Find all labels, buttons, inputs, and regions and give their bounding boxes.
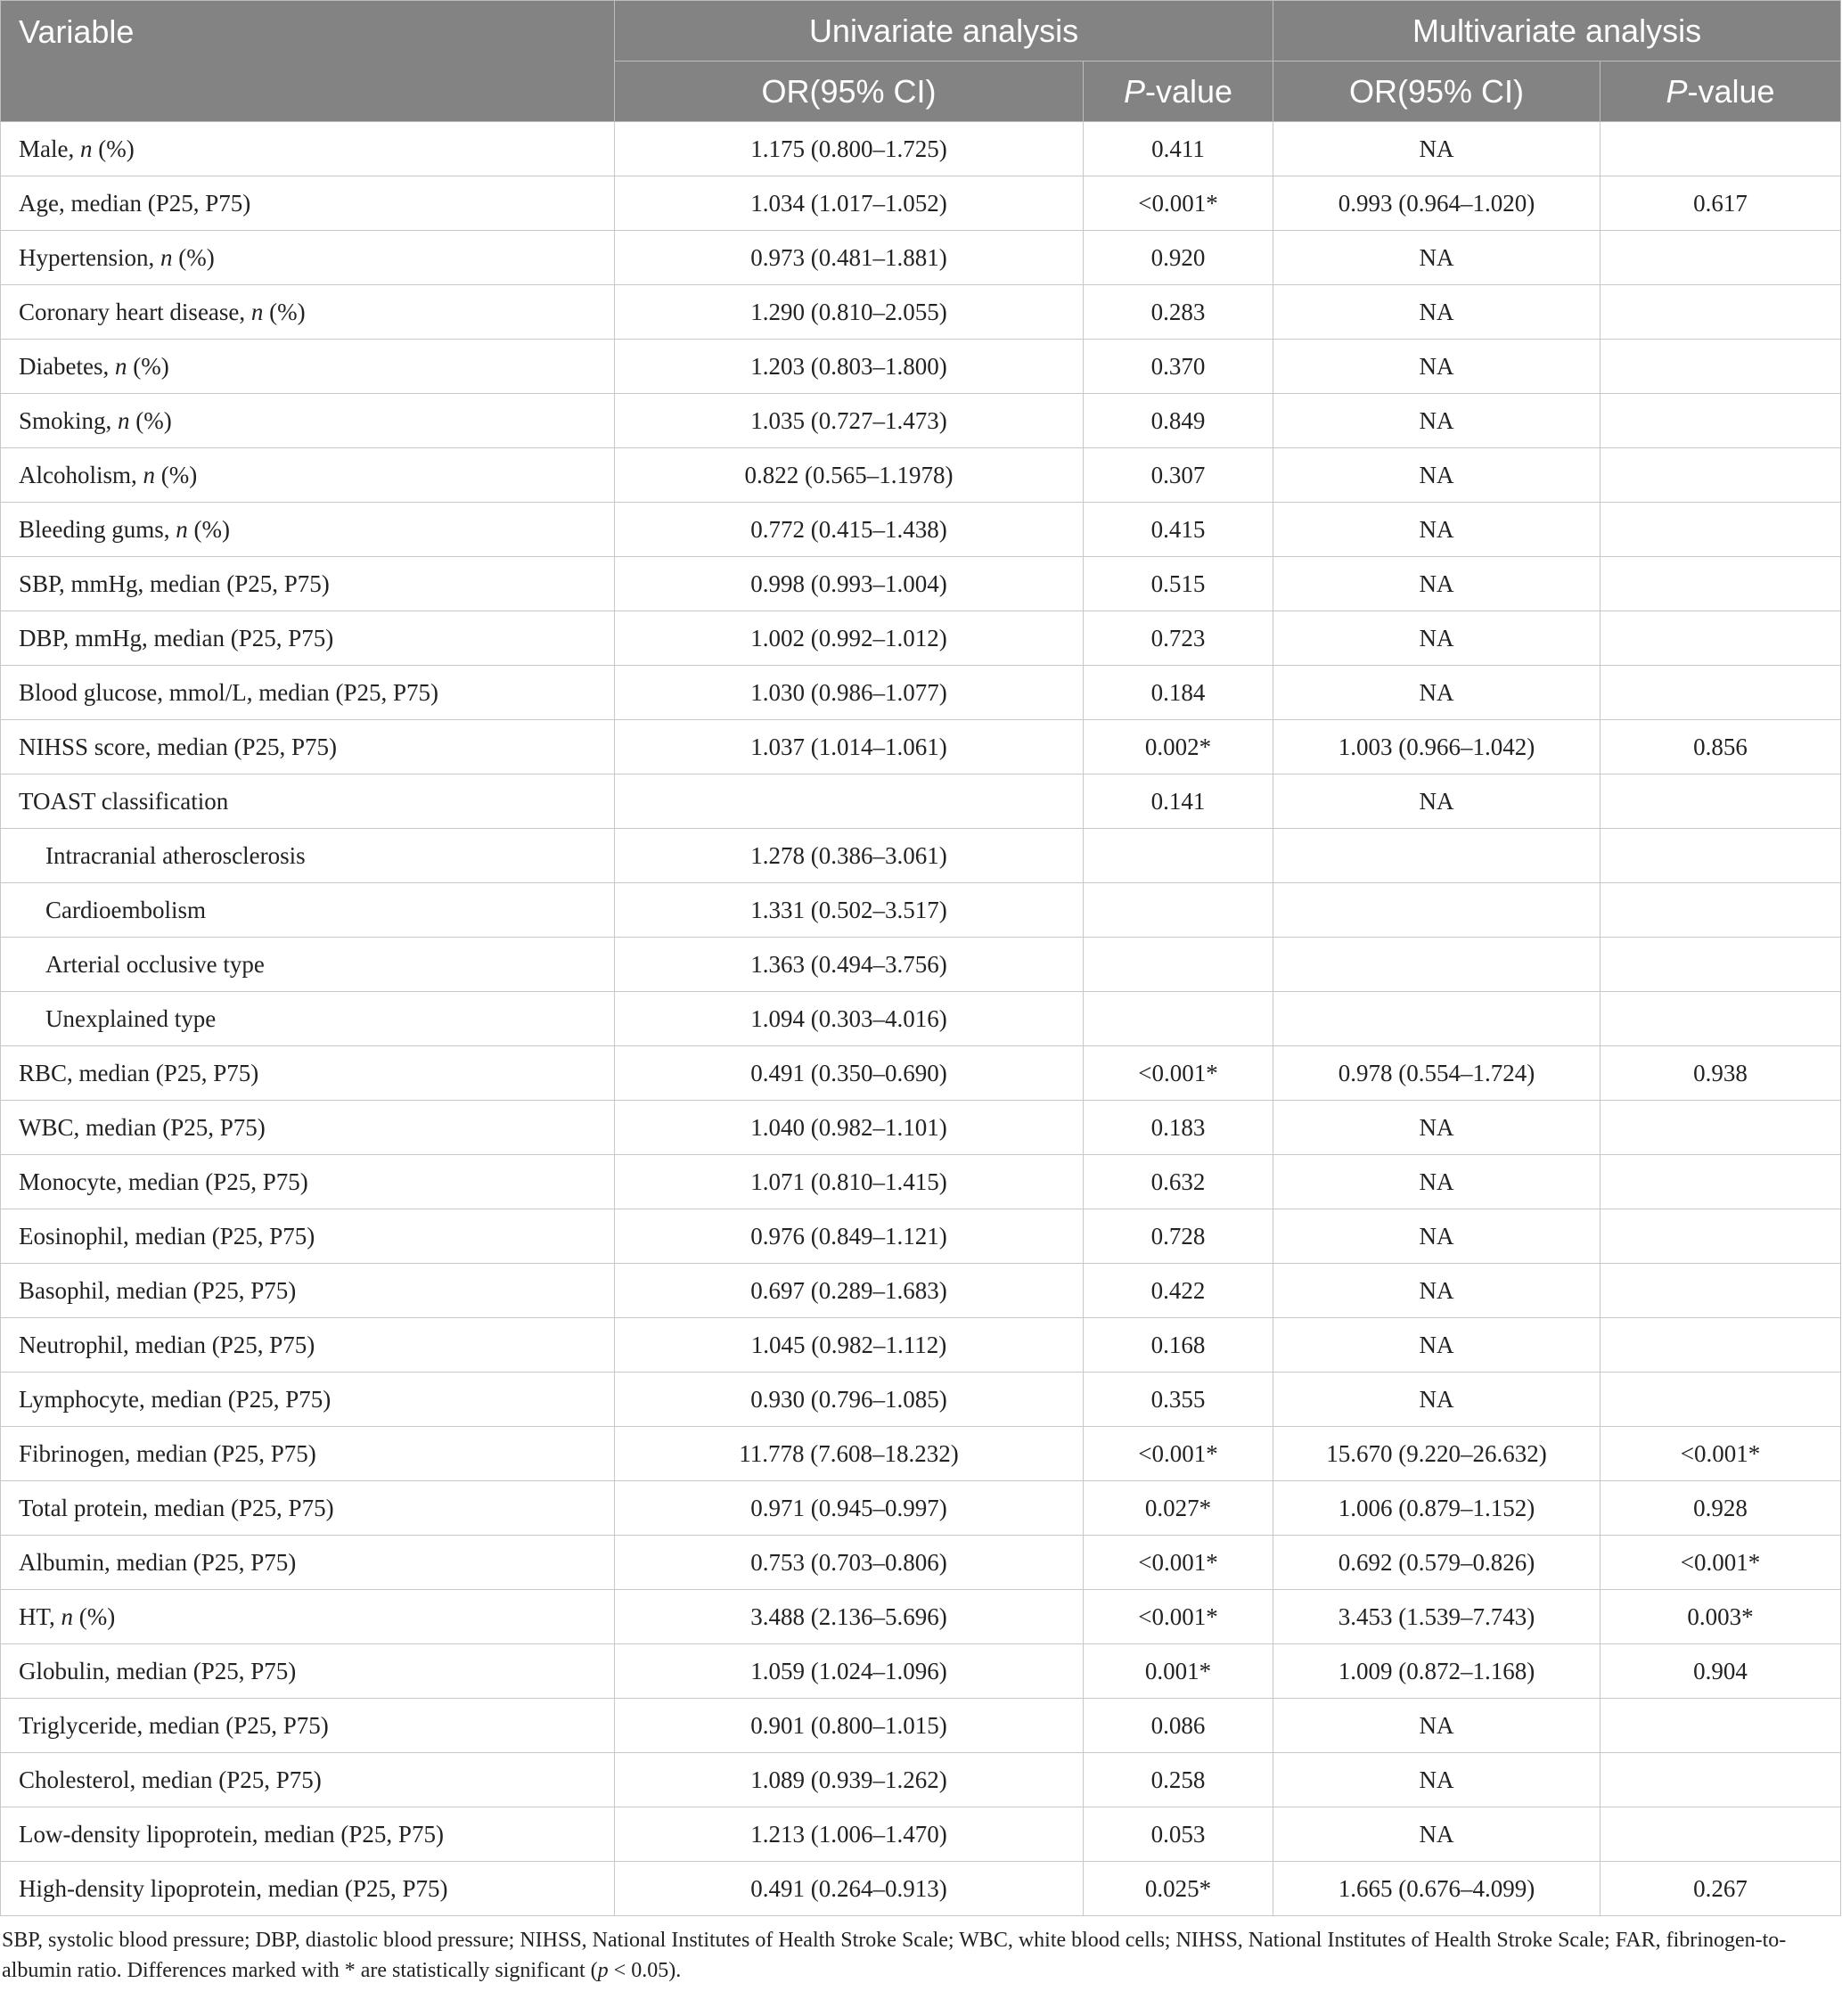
uni-pvalue-cell: <0.001* — [1084, 1590, 1273, 1644]
table-row — [1, 1046, 1841, 1101]
multi-or-cell: NA — [1273, 285, 1600, 340]
multi-pvalue-cell — [1600, 285, 1841, 340]
variable-cell: Male, n (%) — [1, 122, 615, 176]
uni-pvalue-cell: <0.001* — [1084, 176, 1273, 231]
table-row — [1, 557, 1841, 611]
table-row — [1, 829, 1841, 883]
uni-pvalue-cell: 0.283 — [1084, 285, 1273, 340]
uni-or-cell: 1.203 (0.803–1.800) — [615, 340, 1084, 394]
uni-or-cell: 0.822 (0.565–1.1978) — [615, 448, 1084, 503]
table-row — [1, 1753, 1841, 1807]
variable-cell: DBP, mmHg, median (P25, P75) — [1, 611, 615, 666]
uni-pvalue-cell: 0.168 — [1084, 1318, 1273, 1373]
table-row — [1, 176, 1841, 231]
multi-pvalue-cell — [1600, 883, 1841, 938]
uni-pvalue-cell: 0.632 — [1084, 1155, 1273, 1209]
multi-pvalue-cell — [1600, 231, 1841, 285]
multi-pvalue-cell — [1600, 557, 1841, 611]
univariate-header: Univariate analysis — [615, 1, 1273, 61]
table-row — [1, 503, 1841, 557]
multi-pvalue-header: P-value — [1600, 61, 1841, 122]
table-row — [1, 1699, 1841, 1753]
uni-or-cell: 0.973 (0.481–1.881) — [615, 231, 1084, 285]
multi-pvalue-cell — [1600, 1753, 1841, 1807]
multi-pvalue-cell: 0.856 — [1600, 720, 1841, 774]
multi-pvalue-cell — [1600, 122, 1841, 176]
uni-pvalue-cell: 0.411 — [1084, 122, 1273, 176]
uni-or-cell: 1.278 (0.386–3.061) — [615, 829, 1084, 883]
variable-cell: Neutrophil, median (P25, P75) — [1, 1318, 615, 1373]
variable-cell: Unexplained type — [1, 992, 615, 1046]
multi-or-cell: 0.978 (0.554–1.724) — [1273, 1046, 1600, 1101]
variable-cell: Blood glucose, mmol/L, median (P25, P75) — [1, 666, 615, 720]
table-row — [1, 1862, 1841, 1916]
variable-cell: Triglyceride, median (P25, P75) — [1, 1699, 615, 1753]
multi-or-cell: 1.006 (0.879–1.152) — [1273, 1481, 1600, 1536]
multi-or-cell: NA — [1273, 557, 1600, 611]
uni-pvalue-cell: 0.307 — [1084, 448, 1273, 503]
uni-or-cell: 3.488 (2.136–5.696) — [615, 1590, 1084, 1644]
multi-or-cell: NA — [1273, 1753, 1600, 1807]
uni-pvalue-cell: 0.355 — [1084, 1373, 1273, 1427]
variable-cell: SBP, mmHg, median (P25, P75) — [1, 557, 615, 611]
variable-cell: High-density lipoprotein, median (P25, P75) — [1, 1862, 615, 1916]
multi-pvalue-cell: 0.003* — [1600, 1590, 1841, 1644]
multi-or-cell: NA — [1273, 122, 1600, 176]
uni-or-cell: 0.491 (0.264–0.913) — [615, 1862, 1084, 1916]
uni-pvalue-cell: 0.053 — [1084, 1807, 1273, 1862]
uni-or-cell: 0.998 (0.993–1.004) — [615, 557, 1084, 611]
uni-pvalue-cell: <0.001* — [1084, 1536, 1273, 1590]
uni-or-cell: 1.071 (0.810–1.415) — [615, 1155, 1084, 1209]
multi-or-cell: NA — [1273, 1101, 1600, 1155]
uni-or-cell: 0.772 (0.415–1.438) — [615, 503, 1084, 557]
table-row — [1, 1427, 1841, 1481]
multi-pvalue-cell — [1600, 666, 1841, 720]
multi-or-cell: 0.692 (0.579–0.826) — [1273, 1536, 1600, 1590]
multi-or-cell: NA — [1273, 340, 1600, 394]
uni-or-cell: 11.778 (7.608–18.232) — [615, 1427, 1084, 1481]
multi-or-cell — [1273, 938, 1600, 992]
uni-pvalue-cell — [1084, 938, 1273, 992]
uni-pvalue-cell: <0.001* — [1084, 1427, 1273, 1481]
multi-or-cell: NA — [1273, 611, 1600, 666]
multi-or-cell: NA — [1273, 1264, 1600, 1318]
uni-pvalue-cell — [1084, 829, 1273, 883]
variable-cell: NIHSS score, median (P25, P75) — [1, 720, 615, 774]
table-row — [1, 448, 1841, 503]
multi-pvalue-cell: 0.617 — [1600, 176, 1841, 231]
uni-or-ci-header: OR(95% CI) — [615, 61, 1084, 122]
table-row — [1, 394, 1841, 448]
uni-or-cell: 1.331 (0.502–3.517) — [615, 883, 1084, 938]
multi-pvalue-cell — [1600, 1699, 1841, 1753]
multi-pvalue-cell — [1600, 829, 1841, 883]
multi-pvalue-cell — [1600, 1373, 1841, 1427]
table-row — [1, 611, 1841, 666]
uni-pvalue-cell: 0.184 — [1084, 666, 1273, 720]
uni-or-cell: 1.037 (1.014–1.061) — [615, 720, 1084, 774]
table-row — [1, 1101, 1841, 1155]
uni-or-cell: 0.971 (0.945–0.997) — [615, 1481, 1084, 1536]
uni-or-cell: 0.901 (0.800–1.015) — [615, 1699, 1084, 1753]
multi-pvalue-cell — [1600, 1155, 1841, 1209]
multi-or-cell: 1.003 (0.966–1.042) — [1273, 720, 1600, 774]
variable-cell: Hypertension, n (%) — [1, 231, 615, 285]
multi-pvalue-cell — [1600, 1807, 1841, 1862]
uni-pvalue-header: P-value — [1084, 61, 1273, 122]
multi-pvalue-cell — [1600, 340, 1841, 394]
multi-or-cell: NA — [1273, 1155, 1600, 1209]
variable-cell: Smoking, n (%) — [1, 394, 615, 448]
uni-or-cell: 1.045 (0.982–1.112) — [615, 1318, 1084, 1373]
uni-pvalue-cell: 0.141 — [1084, 774, 1273, 829]
variable-cell: RBC, median (P25, P75) — [1, 1046, 615, 1101]
multi-pvalue-cell: 0.938 — [1600, 1046, 1841, 1101]
multi-pvalue-cell — [1600, 938, 1841, 992]
table-row — [1, 1209, 1841, 1264]
uni-or-cell: 0.930 (0.796–1.085) — [615, 1373, 1084, 1427]
multi-pvalue-cell — [1600, 611, 1841, 666]
uni-or-cell: 1.089 (0.939–1.262) — [615, 1753, 1084, 1807]
multi-or-cell: NA — [1273, 1209, 1600, 1264]
table-row — [1, 1536, 1841, 1590]
table-row — [1, 1590, 1841, 1644]
variable-cell: Cardioembolism — [1, 883, 615, 938]
multi-or-cell: NA — [1273, 503, 1600, 557]
table-row — [1, 1318, 1841, 1373]
uni-pvalue-cell: 0.920 — [1084, 231, 1273, 285]
uni-or-cell: 1.059 (1.024–1.096) — [615, 1644, 1084, 1699]
table-row — [1, 1807, 1841, 1862]
multi-or-cell: 1.665 (0.676–4.099) — [1273, 1862, 1600, 1916]
uni-or-cell: 1.290 (0.810–2.055) — [615, 285, 1084, 340]
variable-cell: Monocyte, median (P25, P75) — [1, 1155, 615, 1209]
uni-or-cell: 1.035 (0.727–1.473) — [615, 394, 1084, 448]
multi-or-cell: NA — [1273, 231, 1600, 285]
table-row — [1, 666, 1841, 720]
table-row — [1, 1644, 1841, 1699]
uni-pvalue-cell: <0.001* — [1084, 1046, 1273, 1101]
multi-or-cell: 3.453 (1.539–7.743) — [1273, 1590, 1600, 1644]
table-row — [1, 285, 1841, 340]
variable-cell: Lymphocyte, median (P25, P75) — [1, 1373, 615, 1427]
multi-pvalue-cell — [1600, 1264, 1841, 1318]
uni-pvalue-cell: 0.258 — [1084, 1753, 1273, 1807]
multi-or-cell: NA — [1273, 394, 1600, 448]
variable-cell: Low-density lipoprotein, median (P25, P75) — [1, 1807, 615, 1862]
table-body — [1, 122, 1841, 1916]
uni-pvalue-cell — [1084, 883, 1273, 938]
variable-cell: HT, n (%) — [1, 1590, 615, 1644]
uni-or-cell: 1.213 (1.006–1.470) — [615, 1807, 1084, 1862]
table-row — [1, 883, 1841, 938]
variable-cell: Bleeding gums, n (%) — [1, 503, 615, 557]
variable-header: Variable — [1, 1, 615, 122]
variable-cell: TOAST classification — [1, 774, 615, 829]
multi-or-cell: NA — [1273, 1373, 1600, 1427]
uni-or-cell: 1.094 (0.303–4.016) — [615, 992, 1084, 1046]
uni-pvalue-cell: 0.002* — [1084, 720, 1273, 774]
multi-or-cell — [1273, 992, 1600, 1046]
multivariate-header: Multivariate analysis — [1273, 1, 1841, 61]
table-row — [1, 231, 1841, 285]
multi-or-cell: NA — [1273, 1807, 1600, 1862]
multi-or-ci-header: OR(95% CI) — [1273, 61, 1600, 122]
multi-pvalue-cell — [1600, 1318, 1841, 1373]
variable-cell: Age, median (P25, P75) — [1, 176, 615, 231]
multi-or-cell: 1.009 (0.872–1.168) — [1273, 1644, 1600, 1699]
variable-cell: Albumin, median (P25, P75) — [1, 1536, 615, 1590]
uni-or-cell: 1.034 (1.017–1.052) — [615, 176, 1084, 231]
multi-pvalue-cell: 0.267 — [1600, 1862, 1841, 1916]
multi-or-cell: NA — [1273, 774, 1600, 829]
uni-pvalue-cell: 0.728 — [1084, 1209, 1273, 1264]
uni-or-cell: 0.697 (0.289–1.683) — [615, 1264, 1084, 1318]
multi-pvalue-cell — [1600, 448, 1841, 503]
multi-pvalue-cell: <0.001* — [1600, 1427, 1841, 1481]
multi-pvalue-cell: 0.904 — [1600, 1644, 1841, 1699]
variable-cell: Basophil, median (P25, P75) — [1, 1264, 615, 1318]
variable-cell: Globulin, median (P25, P75) — [1, 1644, 615, 1699]
variable-cell: Diabetes, n (%) — [1, 340, 615, 394]
variable-cell: WBC, median (P25, P75) — [1, 1101, 615, 1155]
variable-cell: Cholesterol, median (P25, P75) — [1, 1753, 615, 1807]
table-footnote: SBP, systolic blood pressure; DBP, diastolic blood pressure; NIHSS, National Institutes of Health Stroke Scale; WBC, white blood cells; NIHSS, National Institutes of Health Stroke Scale; FAR, fibrinogen-to-albumin ratio. Differences marked with * are statistically significant (p < 0.05). — [2, 1929, 1787, 1982]
uni-pvalue-cell: 0.723 — [1084, 611, 1273, 666]
multi-pvalue-cell: <0.001* — [1600, 1536, 1841, 1590]
uni-or-cell: 0.976 (0.849–1.121) — [615, 1209, 1084, 1264]
variable-cell: Coronary heart disease, n (%) — [1, 285, 615, 340]
variable-cell: Intracranial atherosclerosis — [1, 829, 615, 883]
variable-cell: Arterial occlusive type — [1, 938, 615, 992]
uni-or-cell: 1.030 (0.986–1.077) — [615, 666, 1084, 720]
variable-cell: Total protein, median (P25, P75) — [1, 1481, 615, 1536]
table-row — [1, 992, 1841, 1046]
multi-or-cell: NA — [1273, 666, 1600, 720]
uni-pvalue-cell: 0.027* — [1084, 1481, 1273, 1536]
uni-pvalue-cell: 0.025* — [1084, 1862, 1273, 1916]
uni-pvalue-cell: 0.515 — [1084, 557, 1273, 611]
multi-pvalue-cell — [1600, 992, 1841, 1046]
uni-pvalue-cell: 0.415 — [1084, 503, 1273, 557]
uni-or-cell: 0.491 (0.350–0.690) — [615, 1046, 1084, 1101]
table-row — [1, 1373, 1841, 1427]
table-row — [1, 1264, 1841, 1318]
multi-pvalue-cell — [1600, 503, 1841, 557]
variable-cell: Eosinophil, median (P25, P75) — [1, 1209, 615, 1264]
multi-or-cell: 15.670 (9.220–26.632) — [1273, 1427, 1600, 1481]
uni-or-cell: 1.175 (0.800–1.725) — [615, 122, 1084, 176]
multi-or-cell: NA — [1273, 448, 1600, 503]
table-header — [1, 1, 1841, 122]
multi-or-cell — [1273, 829, 1600, 883]
multi-or-cell — [1273, 883, 1600, 938]
uni-or-cell: 1.363 (0.494–3.756) — [615, 938, 1084, 992]
variable-cell: Fibrinogen, median (P25, P75) — [1, 1427, 615, 1481]
multi-or-cell: 0.993 (0.964–1.020) — [1273, 176, 1600, 231]
uni-pvalue-cell: 0.370 — [1084, 340, 1273, 394]
uni-pvalue-cell: 0.183 — [1084, 1101, 1273, 1155]
uni-pvalue-cell — [1084, 992, 1273, 1046]
multi-pvalue-cell — [1600, 1209, 1841, 1264]
multi-or-cell: NA — [1273, 1318, 1600, 1373]
table-row — [1, 340, 1841, 394]
table-row — [1, 122, 1841, 176]
multi-pvalue-cell: 0.928 — [1600, 1481, 1841, 1536]
table-row — [1, 938, 1841, 992]
uni-pvalue-cell: 0.849 — [1084, 394, 1273, 448]
variable-cell: Alcoholism, n (%) — [1, 448, 615, 503]
table-row — [1, 720, 1841, 774]
uni-or-cell: 0.753 (0.703–0.806) — [615, 1536, 1084, 1590]
uni-or-cell: 1.040 (0.982–1.101) — [615, 1101, 1084, 1155]
uni-or-cell: 1.002 (0.992–1.012) — [615, 611, 1084, 666]
multi-pvalue-cell — [1600, 394, 1841, 448]
multi-pvalue-cell — [1600, 774, 1841, 829]
uni-pvalue-cell: 0.001* — [1084, 1644, 1273, 1699]
uni-pvalue-cell: 0.086 — [1084, 1699, 1273, 1753]
multi-pvalue-cell — [1600, 1101, 1841, 1155]
uni-or-cell — [615, 774, 1084, 829]
multi-or-cell: NA — [1273, 1699, 1600, 1753]
table-row — [1, 1155, 1841, 1209]
uni-pvalue-cell: 0.422 — [1084, 1264, 1273, 1318]
table-row — [1, 1481, 1841, 1536]
table-row — [1, 774, 1841, 829]
